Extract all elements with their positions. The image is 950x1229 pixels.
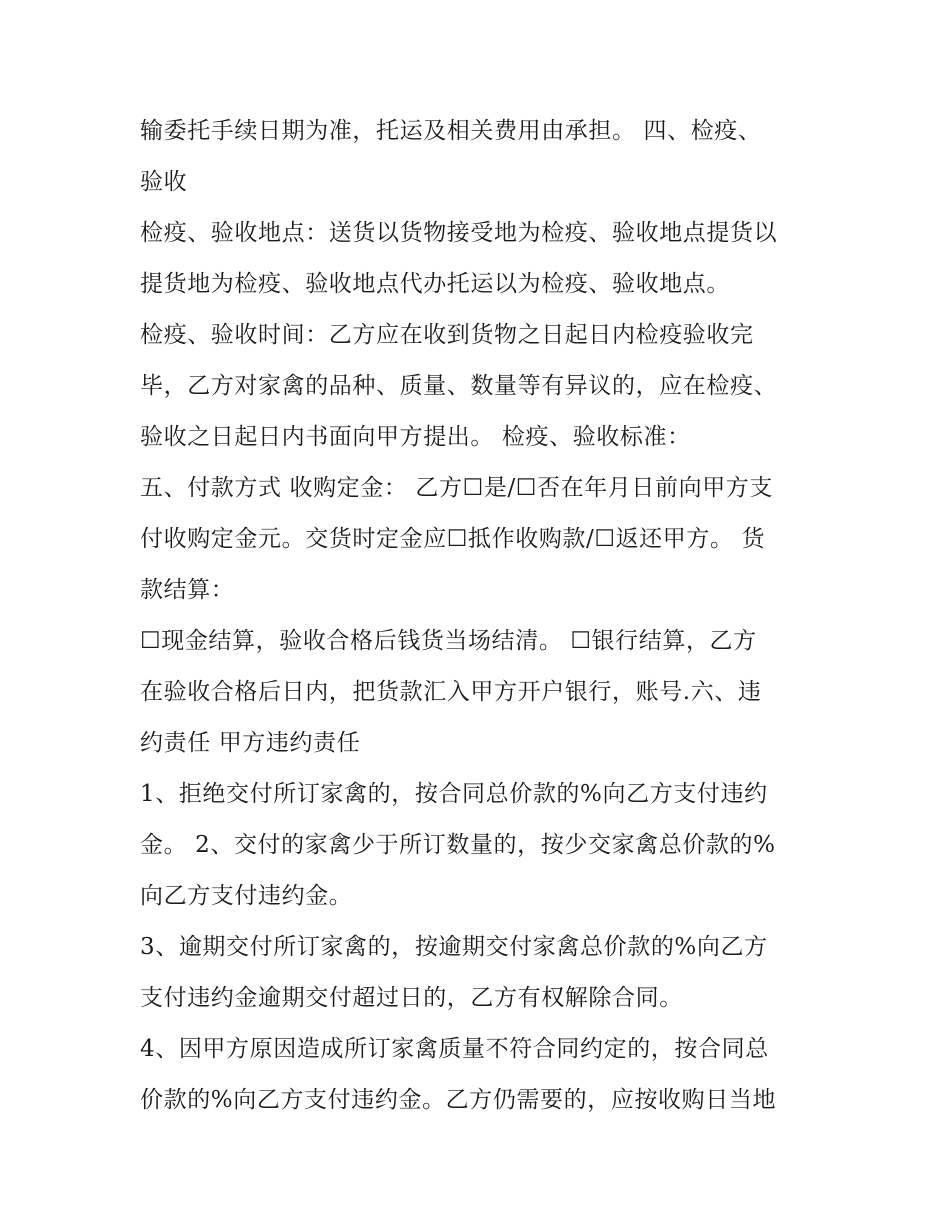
text-line: 验收之日起日内书面向甲方提出。 检疫、验收标准： [140,424,691,450]
text-line: 付收购定金元。交货时定金应☐抵作收购款/☐返还甲方。 货 [140,526,766,552]
text-line: 约责任 甲方违约责任 [140,730,361,756]
text-line: 在验收合格后日内，把货款汇入甲方开户银行，账号.六、违 [140,679,762,705]
text-line: 价款的%向乙方支付违约金。乙方仍需要的，应按收购日当地 [140,1087,777,1113]
text-line: ☐现金结算，验收合格后钱货当场结清。 ☐银行结算，乙方 [140,628,757,654]
contract-body-text [140,106,820,1126]
text-line: 提货地为检疫、验收地点代办托运以为检疫、验收地点。 [140,271,730,297]
text-line: 3、逾期交付所订家禽的，按逾期交付家禽总价款的%向乙方 [140,934,768,960]
text-line: 检疫、验收地点：送货以货物接受地为检疫、验收地点提货以 [140,220,778,246]
text-line: 输委托手续日期为准，托运及相关费用由承担。 四、检疫、 [140,118,762,144]
text-line: 1、拒绝交付所订家禽的，按合同总价款的%向乙方支付违约 [140,781,768,807]
text-line: 检疫、验收时间：乙方应在收到货物之日起日内检疫验收完 [140,322,754,348]
text-line: 金。 2、交付的家禽少于所订数量的，按少交家禽总价款的% [140,832,776,858]
text-line: 款结算： [140,577,235,603]
text-line: 验收 [140,169,188,195]
text-line: 向乙方支付违约金。 [140,883,353,909]
text-line: 五、付款方式 收购定金： 乙方☐是/☐否在年月日前向甲方支 [140,475,774,501]
text-line: 支付违约金逾期交付超过日的，乙方有权解除合同。 [140,985,683,1011]
text-line: 毕，乙方对家禽的品种、质量、数量等有异议的，应在检疫、 [140,373,778,399]
text-line: 4、因甲方原因造成所订家禽质量不符合同约定的，按合同总 [140,1036,769,1062]
